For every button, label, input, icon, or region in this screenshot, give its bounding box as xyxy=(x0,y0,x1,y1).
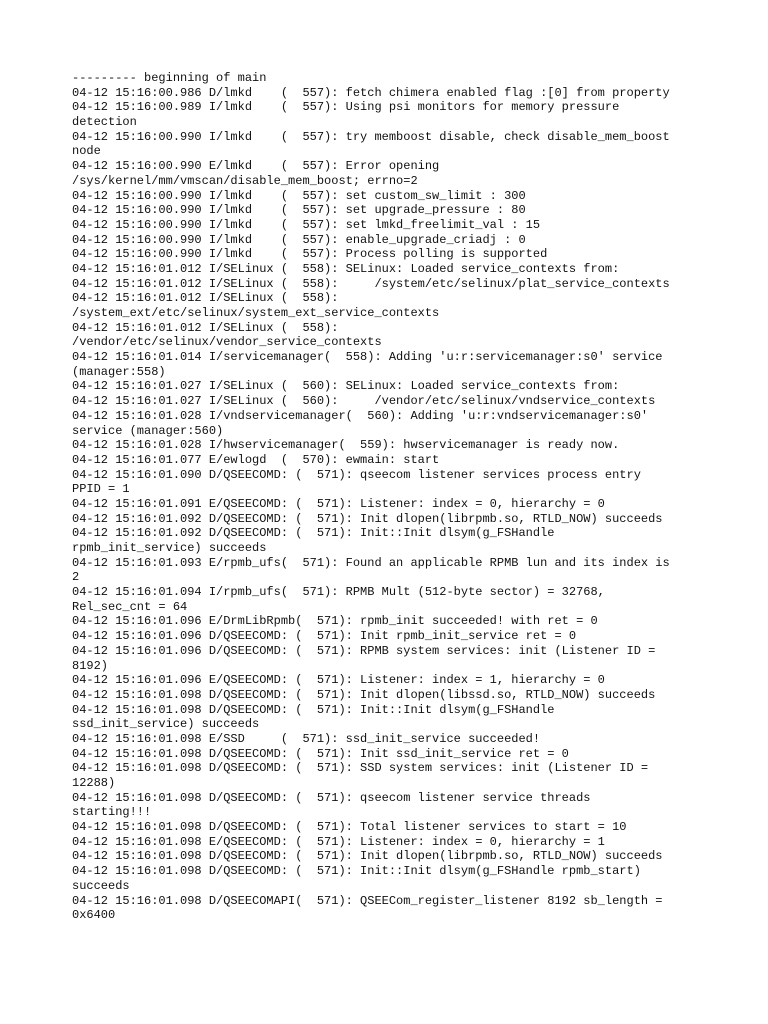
log-line: node xyxy=(72,144,101,159)
log-line: 04-12 15:16:01.077 E/ewlogd ( 570): ewmain: start xyxy=(72,452,440,467)
log-line: 04-12 15:16:01.028 I/vndservicemanager( 560): Adding 'u:r:vndservicemanager:s0' xyxy=(72,408,649,423)
log-line: 04-12 15:16:01.027 I/SELinux ( 560): SELinux: Loaded service_contexts from: xyxy=(72,379,620,394)
log-line: 04-12 15:16:01.092 D/QSEECOMD: ( 571): Init dlopen(librpmb.so, RTLD_NOW) succeeds xyxy=(72,511,663,526)
log-line: 0x6400 xyxy=(72,908,116,923)
log-line: 04-12 15:16:01.092 D/QSEECOMD: ( 571): Init::Init dlsym(g_FSHandle xyxy=(72,526,555,541)
log-line: 04-12 15:16:00.990 I/lmkd ( 557): enable_upgrade_criadj : 0 xyxy=(72,232,526,247)
log-line: 04-12 15:16:01.098 D/QSEECOMD: ( 571): Total listener services to start = 10 xyxy=(72,820,627,835)
log-document xyxy=(72,71,712,923)
log-line: /sys/kernel/mm/vmscan/disable_mem_boost; errno=2 xyxy=(72,173,418,188)
log-line: 04-12 15:16:00.990 I/lmkd ( 557): set lmkd_freelimit_val : 15 xyxy=(72,217,541,232)
log-line: 04-12 15:16:00.986 D/lmkd ( 557): fetch chimera enabled flag :[0] from property xyxy=(72,85,670,100)
log-line: 04-12 15:16:01.098 D/QSEECOMD: ( 571): Init::Init dlsym(g_FSHandle xyxy=(72,702,555,717)
log-line: 04-12 15:16:01.028 I/hwservicemanager( 559): hwservicemanager is ready now. xyxy=(72,438,620,453)
log-line: 2 xyxy=(72,570,80,585)
log-line: 04-12 15:16:01.098 D/QSEECOMAPI( 571): QSEECom_register_listener 8192 sb_length = xyxy=(72,893,663,908)
log-line: 04-12 15:16:01.012 I/SELinux ( 558): SELinux: Loaded service_contexts from: xyxy=(72,261,620,276)
log-line: 04-12 15:16:01.098 E/QSEECOMD: ( 571): Listener: index = 0, hierarchy = 1 xyxy=(72,834,605,849)
log-line: rpmb_init_service) succeeds xyxy=(72,541,267,555)
log-line: 04-12 15:16:01.096 D/QSEECOMD: ( 571): Init rpmb_init_service ret = 0 xyxy=(72,629,577,644)
log-line: 04-12 15:16:01.093 E/rpmb_ufs( 571): Found an applicable RPMB lun and its index is xyxy=(72,555,670,570)
log-line: succeeds xyxy=(72,878,130,893)
log-line: 04-12 15:16:00.989 I/lmkd ( 557): Using psi monitors for memory pressure xyxy=(72,100,620,115)
log-line: 04-12 15:16:01.096 E/QSEECOMD: ( 571): Listener: index = 1, hierarchy = 0 xyxy=(72,673,605,688)
log-line: /system_ext/etc/selinux/system_ext_service_contexts xyxy=(72,306,440,320)
log-line: 04-12 15:16:00.990 I/lmkd ( 557): set upgrade_pressure : 80 xyxy=(72,203,526,218)
log-line: 12288) xyxy=(72,776,116,790)
log-line: 04-12 15:16:00.990 E/lmkd ( 557): Error opening xyxy=(72,159,440,174)
log-line: 04-12 15:16:01.027 I/SELinux ( 560): /vendor/etc/selinux/vndservice_contexts xyxy=(72,394,656,409)
log-line: 04-12 15:16:01.098 D/QSEECOMD: ( 571): Init dlopen(libssd.so, RTLD_NOW) succeeds xyxy=(72,687,656,702)
log-line: 04-12 15:16:01.096 E/DrmLibRpmb( 571): rpmb_init succeeded! with ret = 0 xyxy=(72,614,598,629)
log-line: --------- beginning of main xyxy=(72,71,267,85)
log-lines xyxy=(72,71,712,923)
log-line: 8192) xyxy=(72,658,109,673)
log-line: 04-12 15:16:01.012 I/SELinux ( 558): xyxy=(72,320,339,335)
log-line: ssd_init_service) succeeds xyxy=(72,717,260,732)
log-line: 04-12 15:16:01.014 I/servicemanager( 558): Adding 'u:r:servicemanager:s0' service xyxy=(72,350,663,365)
log-line: 04-12 15:16:01.090 D/QSEECOMD: ( 571): qseecom listener services process entry xyxy=(72,467,641,482)
log-line: starting!!! xyxy=(72,805,152,820)
log-line: PPID = 1 xyxy=(72,482,130,497)
log-line: service (manager:560) xyxy=(72,423,224,438)
log-line: 04-12 15:16:00.990 I/lmkd ( 557): try memboost disable, check disable_mem_boost xyxy=(72,129,670,144)
log-line: 04-12 15:16:01.098 D/QSEECOMD: ( 571): Init::Init dlsym(g_FSHandle rpmb_start) xyxy=(72,864,641,879)
log-line: 04-12 15:16:01.098 D/QSEECOMD: ( 571): Init ssd_init_service ret = 0 xyxy=(72,746,569,761)
log-line: 04-12 15:16:01.094 I/rpmb_ufs( 571): RPMB Mult (512-byte sector) = 32768, xyxy=(72,585,605,600)
log-line: 04-12 15:16:01.098 D/QSEECOMD: ( 571): Init dlopen(librpmb.so, RTLD_NOW) succeeds xyxy=(72,849,663,864)
log-line: detection xyxy=(72,115,137,130)
log-line: 04-12 15:16:01.012 I/SELinux ( 558): /system/etc/selinux/plat_service_contexts xyxy=(72,276,670,291)
log-line: 04-12 15:16:01.091 E/QSEECOMD: ( 571): Listener: index = 0, hierarchy = 0 xyxy=(72,496,605,511)
log-line: 04-12 15:16:01.096 D/QSEECOMD: ( 571): RPMB system services: init (Listener ID = xyxy=(72,643,656,658)
log-line: 04-12 15:16:01.098 E/SSD ( 571): ssd_init_service succeeded! xyxy=(72,731,541,746)
log-line: 04-12 15:16:01.012 I/SELinux ( 558): xyxy=(72,291,339,306)
log-line: 04-12 15:16:00.990 I/lmkd ( 557): Process polling is supported xyxy=(72,247,548,262)
log-line: (manager:558) xyxy=(72,364,166,379)
log-line: 04-12 15:16:00.990 I/lmkd ( 557): set custom_sw_limit : 300 xyxy=(72,188,526,203)
log-line: 04-12 15:16:01.098 D/QSEECOMD: ( 571): SSD system services: init (Listener ID = xyxy=(72,761,649,776)
log-line: 04-12 15:16:01.098 D/QSEECOMD: ( 571): qseecom listener service threads xyxy=(72,790,591,805)
log-line: Rel_sec_cnt = 64 xyxy=(72,599,188,614)
log-line: /vendor/etc/selinux/vendor_service_contexts xyxy=(72,335,382,350)
